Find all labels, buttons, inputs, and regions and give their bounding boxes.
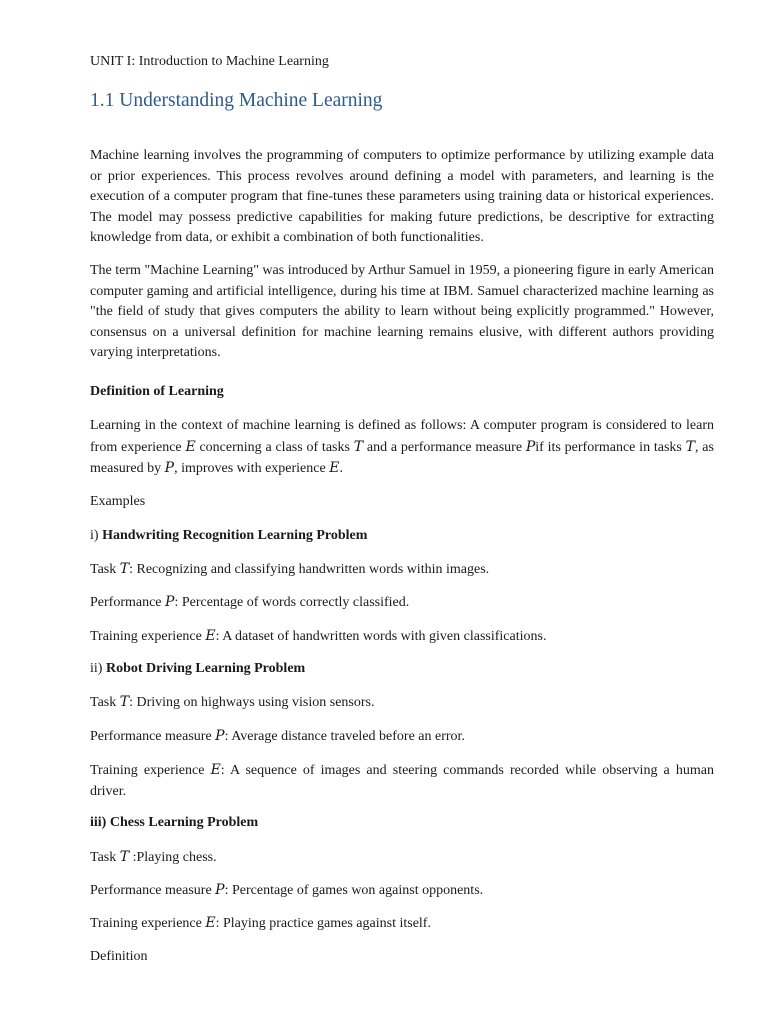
paragraph-intro: Machine learning involves the programming of computers to optimize performance by utilizing example data or prior experiences. This process revolves around defining a model with parameters, and learning is the execution of a computer program that fine-tunes these parameters using training data or historical experiences. The model may possess predictive capabilities for making future predictions, be descriptive for extracting knowledge from data, or exhibit a combination of both functionalities.: [90, 148, 714, 245]
example-heading-robot-driving: ii) Robot Driving Learning Problem: [90, 661, 306, 676]
example-task-line: Task T: Driving on highways using vision sensors.: [90, 694, 375, 710]
math-var-p: P: [164, 460, 175, 476]
definition-heading: Definition of Learning: [90, 384, 224, 399]
example-training-line: Training experience E: A sequence of images and steering commands recorded while observing a human driver.: [90, 762, 714, 799]
section-title: 1.1 Understanding Machine Learning: [90, 90, 383, 111]
example-performance-line: Performance measure P: Percentage of games won against opponents.: [90, 882, 484, 898]
unit-header: UNIT I: Introduction to Machine Learning: [90, 54, 329, 69]
example-performance-line: Performance measure P: Average distance traveled before an error.: [90, 728, 465, 744]
example-heading-handwriting: i) Handwriting Recognition Learning Problem: [90, 528, 368, 543]
example-task-line: Task T :Playing chess.: [90, 849, 217, 865]
example-performance-line: Performance P: Percentage of words correctly classified.: [90, 594, 410, 610]
example-task-line: Task T: Recognizing and classifying handwritten words within images.: [90, 561, 490, 577]
example-training-line: Training experience E: A dataset of handwritten words with given classifications.: [90, 628, 547, 644]
math-var-e: E: [185, 438, 196, 455]
math-var-p: P: [525, 438, 536, 455]
definition-paragraph: Learning in the context of machine learning is defined as follows: A computer program is considered to learn from experience E concerning a class of tasks T and a performance measure Pif its performance in tasks T, as measured by P, improves with experience E.: [90, 418, 714, 476]
example-heading-chess: iii) Chess Learning Problem: [90, 815, 259, 830]
math-var-t: T: [353, 438, 364, 455]
paragraph-history: The term "Machine Learning" was introduced by Arthur Samuel in 1959, a pioneering figure in early American computer gaming and artificial intelligence, during his time at IBM. Samuel characterized machine learning as "the field of study that gives computers the ability to learn without being explicitly programmed." However, consensus on a universal definition for machine learning remains elusive, with different authors providing varying interpretations.: [90, 263, 714, 360]
math-var-e: E: [329, 460, 340, 476]
examples-label: Examples: [90, 494, 146, 509]
trailing-definition-label: Definition: [90, 949, 148, 964]
math-var-t: T: [685, 438, 696, 455]
example-training-line: Training experience E: Playing practice games against itself.: [90, 915, 431, 931]
